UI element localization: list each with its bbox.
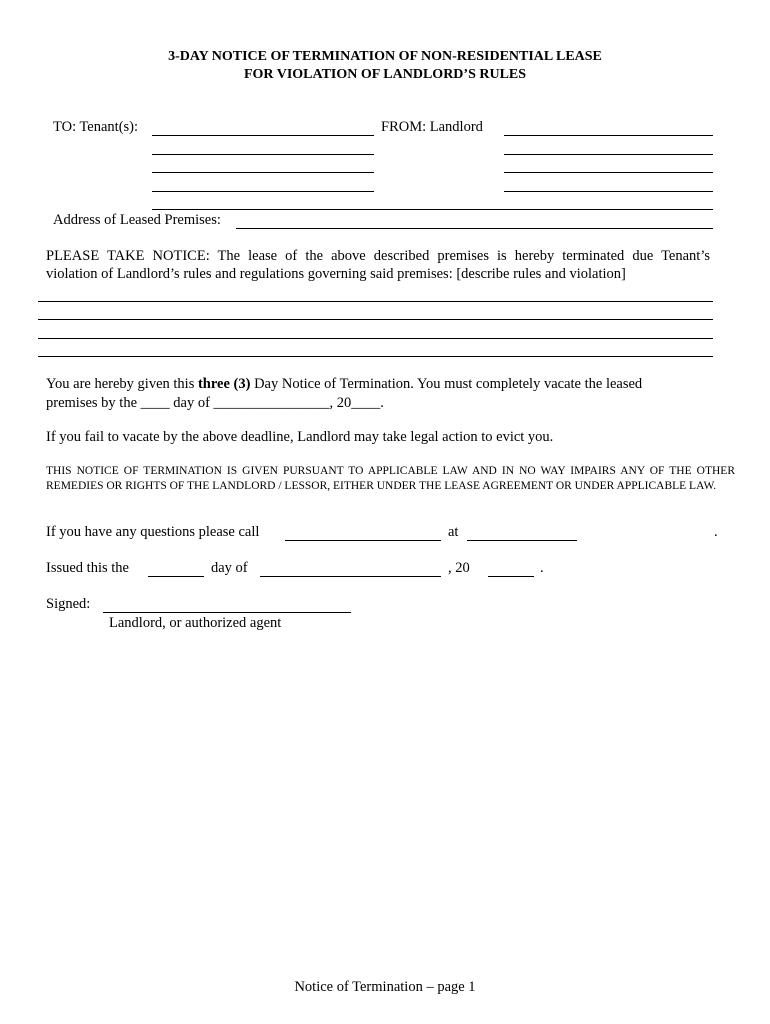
given-notice-days: three (3) [197,376,251,392]
party-extra-line[interactable] [152,209,713,210]
given-notice-line2: premises by the ____ day of ________________, 20____. [46,395,384,411]
signed-label: Signed: [46,596,91,612]
issued-year-field[interactable] [488,576,534,577]
document-title-line1: 3-DAY NOTICE OF TERMINATION OF NON-RESIDENTIAL LEASE [168,49,602,64]
landlord-field-1[interactable] [504,135,713,136]
issued-day-of: day of [211,560,248,576]
document-title-line2: FOR VIOLATION OF LANDLORD’S RULES [243,67,527,82]
address-field[interactable] [236,228,713,229]
questions-label: If you have any questions please call [46,524,260,540]
given-notice-post: Day Notice of Termination. You must completely vacate the leased [254,376,643,392]
tenant-label: TO: Tenant(s): [53,119,139,135]
violation-line-4[interactable] [38,356,713,357]
issued-year-prefix: , 20 [448,560,470,576]
tenant-field-4[interactable] [152,191,374,192]
violation-line-3[interactable] [38,338,713,339]
tenant-field-2[interactable] [152,154,374,155]
contact-phone-field[interactable] [467,540,577,541]
notice-line2: violation of Landlord’s rules and regulations governing said premises: [describe rules and violation] [46,266,626,282]
fail-to-vacate-text: If you fail to vacate by the above deadline, Landlord may take legal action to evict you. [46,429,554,445]
landlord-field-4[interactable] [504,191,713,192]
issued-day-field[interactable] [148,576,204,577]
issued-month-field[interactable] [260,576,441,577]
legal-notice-text: THIS NOTICE OF TERMINATION IS GIVEN PURSUANT TO APPLICABLE LAW AND IN NO WAY IMPAIRS ANY OF THE OTHER REMEDIES OR RIGHTS OF THE LANDLORD / LESSOR, EITHER UNDER THE LEASE AGREEMENT OR UNDER APPLICABLE LAW. [46,465,735,492]
landlord-field-3[interactable] [504,172,713,173]
landlord-field-2[interactable] [504,154,713,155]
tenant-field-1[interactable] [152,135,374,136]
notice-line1: PLEASE TAKE NOTICE: The lease of the above described premises is hereby terminated due Tenant’s [46,248,710,264]
violation-line-1[interactable] [38,301,713,302]
signature-field[interactable] [103,612,351,613]
contact-name-field[interactable] [285,540,441,541]
given-notice-line1 [46,376,642,393]
landlord-label: FROM: Landlord [381,119,483,135]
given-notice-pre: You are hereby given this [46,376,195,392]
issued-period: . [540,560,544,576]
questions-at: at [448,524,459,540]
address-label: Address of Leased Premises: [53,212,221,228]
tenant-field-3[interactable] [152,172,374,173]
signature-caption: Landlord, or authorized agent [109,615,282,631]
questions-period: . [714,524,718,540]
violation-line-2[interactable] [38,319,713,320]
issued-label: Issued this the [46,560,129,576]
page-footer: Notice of Termination – page 1 [294,979,476,995]
